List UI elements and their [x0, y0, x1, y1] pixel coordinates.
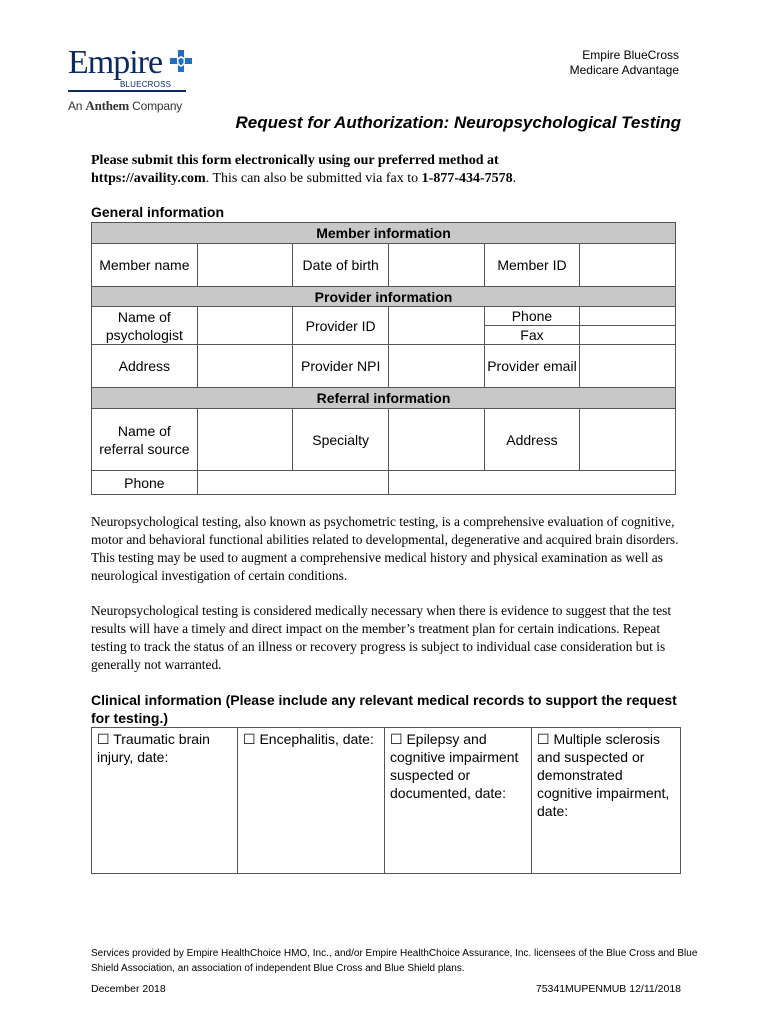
clinical-option-label: Encephalitis, date:	[259, 731, 374, 747]
brand-line-1: Empire BlueCross	[582, 48, 679, 62]
general-info-table	[91, 222, 676, 495]
plan-brand	[570, 48, 679, 78]
checkbox-icon[interactable]: ☐	[537, 731, 550, 747]
provider-npi-label: Provider NPI	[293, 345, 389, 388]
psychologist-name-label: Name of psychologist	[92, 307, 198, 345]
clinical-option-label: Epilepsy and cognitive impairment suspected or documented, date:	[390, 731, 519, 801]
member-name-label: Member name	[92, 244, 198, 287]
dob-label: Date of birth	[293, 244, 389, 287]
provider-address-field[interactable]	[197, 345, 293, 388]
submission-instructions: Please submit this form electronically using our preferred method at https://availity.com. This can also be submitted via fax to 1-877-434-7578.	[91, 153, 517, 186]
clinical-option-epilepsy[interactable]	[385, 728, 532, 874]
fax-field[interactable]	[580, 326, 676, 345]
provider-email-field[interactable]	[580, 345, 676, 388]
clinical-info-table	[91, 727, 681, 874]
logo-wordmark: Empire	[68, 44, 163, 81]
provider-id-label: Provider ID	[293, 307, 389, 345]
provider-address-label: Address	[92, 345, 198, 388]
referral-phone-label: Phone	[92, 471, 198, 495]
clinical-option-encephalitis[interactable]	[238, 728, 385, 874]
clinical-option-ms[interactable]	[532, 728, 681, 874]
fax-label: Fax	[484, 326, 580, 345]
phone-field[interactable]	[580, 307, 676, 326]
clinical-option-label: Multiple sclerosis and suspected or demonstrated cognitive impairment, date:	[537, 731, 670, 819]
phone-label: Phone	[484, 307, 580, 326]
blue-cross-shield-icon	[170, 50, 192, 72]
referral-info-band: Referral information	[92, 388, 676, 409]
provider-info-band: Provider information	[92, 287, 676, 307]
medical-necessity-paragraph: Neuropsychological testing is considered medically necessary when there is evidence to suggest that the test results will have a timely and direct impact on the member’s treatment plan for certain indications. Repeat testing to track the status of an illness or recovery progress is subject to individual case consideration but is generally not warranted.	[91, 603, 672, 672]
specialty-field[interactable]	[388, 409, 484, 471]
general-info-heading: General information	[91, 204, 225, 220]
member-name-field[interactable]	[197, 244, 293, 287]
member-id-field[interactable]	[580, 244, 676, 287]
fax-number: 1-877-434-7578	[421, 171, 513, 186]
provider-email-label: Provider email	[484, 345, 580, 388]
clinical-info-heading: Clinical information (Please include any relevant medical records to support the request for testing.)	[91, 692, 677, 726]
specialty-label: Specialty	[293, 409, 389, 471]
member-info-band: Member information	[92, 223, 676, 244]
member-id-label: Member ID	[484, 244, 580, 287]
page-title: Request for Authorization: Neuropsychological Testing	[235, 113, 681, 132]
provider-npi-field[interactable]	[388, 345, 484, 388]
logo-subbrand: BLUECROSS	[120, 80, 172, 89]
footer-date: December 2018	[91, 983, 166, 995]
referral-source-field[interactable]	[197, 409, 293, 471]
empire-bluecross-logo	[68, 46, 193, 116]
referral-address-label: Address	[484, 409, 580, 471]
provider-id-field[interactable]	[388, 307, 484, 345]
checkbox-icon[interactable]: ☐	[390, 731, 403, 747]
testing-description-paragraph: Neuropsychological testing, also known as psychometric testing, is a comprehensive evaluation of cognitive, motor and behavioral functional abilities related to developmental, degenerative and acquired brain disorders. This testing may be used to augment a comprehensive medical history and physical examination as well as neurological investigation of certain conditions.	[91, 514, 679, 583]
checkbox-icon[interactable]: ☐	[97, 731, 110, 747]
referral-blank-field[interactable]	[388, 471, 675, 495]
referral-source-label: Name of referral source	[92, 409, 198, 471]
psychologist-name-field[interactable]	[197, 307, 293, 345]
footer-disclaimer: Services provided by Empire HealthChoice HMO, Inc., and/or Empire HealthChoice Assurance, Inc. licensees of the Blue Cross and Blue Shield Association, an association of independent Blue Cross and Blue Shield plans.	[91, 948, 698, 974]
clinical-option-label: Traumatic brain injury, date:	[97, 731, 210, 765]
footer-form-code: 75341MUPENMUB 12/11/2018	[535, 983, 681, 995]
brand-line-2: Medicare Advantage	[569, 63, 679, 77]
availity-link[interactable]: https://availity.com	[91, 171, 206, 186]
logo-rule	[68, 90, 186, 92]
clinical-option-tbi[interactable]	[92, 728, 238, 874]
referral-address-field[interactable]	[580, 409, 676, 471]
logo-tagline: An Anthem Company	[68, 98, 183, 113]
referral-phone-field[interactable]	[197, 471, 388, 495]
dob-field[interactable]	[388, 244, 484, 287]
checkbox-icon[interactable]: ☐	[243, 731, 256, 747]
